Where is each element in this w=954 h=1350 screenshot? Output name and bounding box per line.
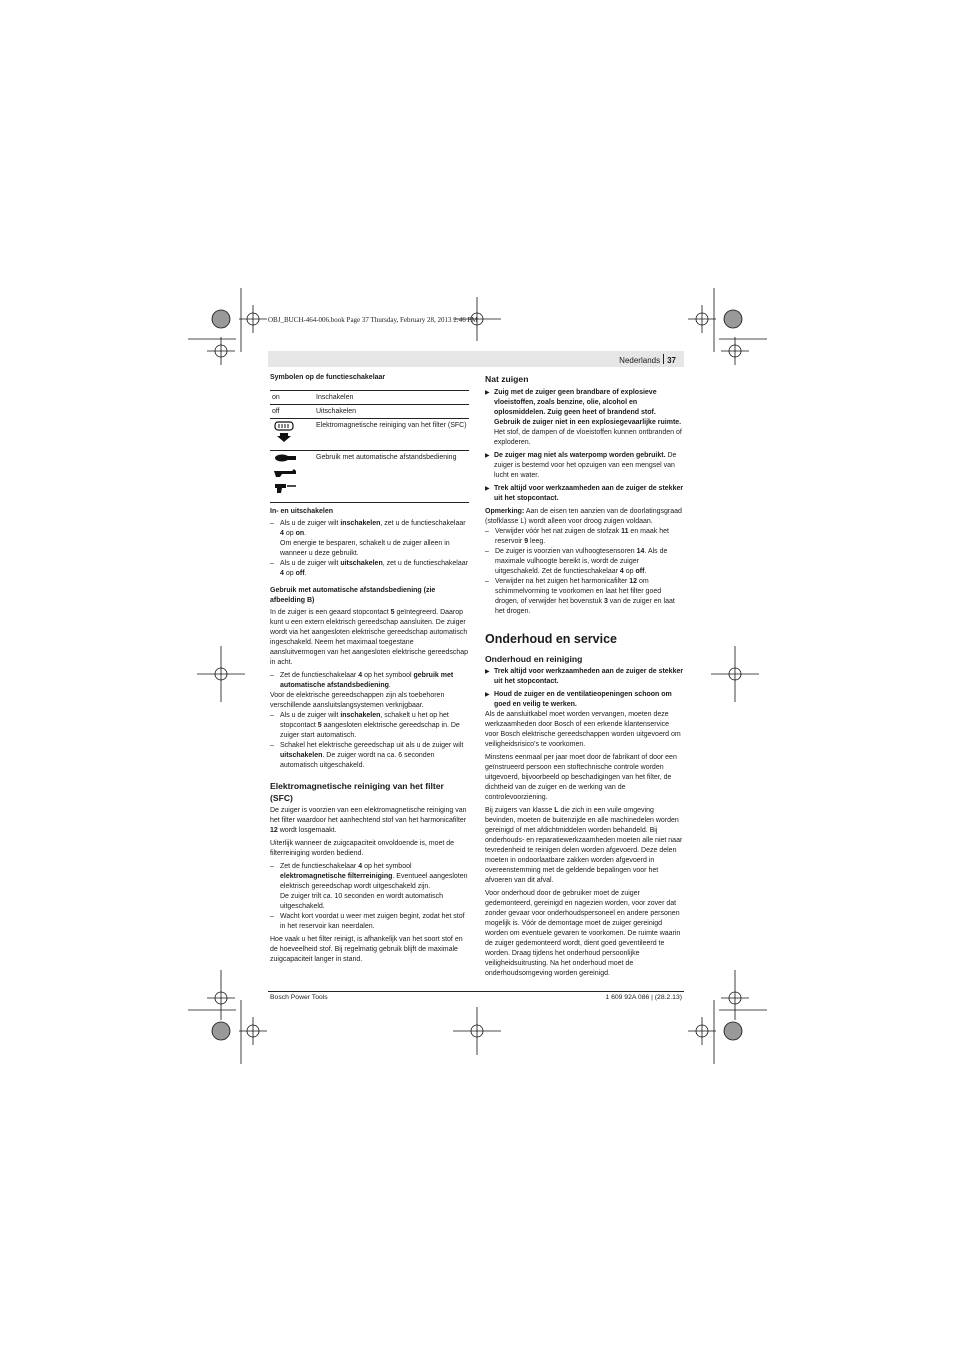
paragraph: In de zuiger is een geaard stopcontact 5 geïntegreerd. Daarop kunt u een extern elektrisch gereedschap aansluiten. De zuiger wordt via het aangesloten elektrische gereedschap automatisch ingeschakeld. Neem het maximaal toegestane aansluitvermogen van het aangesloten elektrische gereedschap in acht. <box>270 609 469 666</box>
print-info-line: OBJ_BUCH-464-006.book Page 37 Thursday, February 28, 2013 2:46 PM <box>268 316 478 324</box>
list-item: – Wacht kort voordat u weer met zuigen begint, zodat het stof in het reservoir kan neerdalen. <box>270 912 469 932</box>
warning-item: ▶ Zuig met de zuiger geen brandbare of explosieve vloeistoffen, zoals benzine, olie, alcohol en oplosmiddelen. Zuig geen heet of brandend stof. Gebruik de zuiger niet in een explosiegevaarlijke ruimte. Het stof, de dampen of de vloeistoffen kunnen ontbranden of exploderen. <box>485 388 684 448</box>
list-note: De zuiger trilt ca. 10 seconden en wordt automatisch uitgeschakeld. <box>280 893 444 910</box>
page-header <box>268 351 684 367</box>
symbol-desc: Uitschakelen <box>314 405 469 419</box>
paragraph: Als de aansluitkabel moet worden vervangen, moeten deze werkzaamheden door Bosch of een erkende klantenservice voor Bosch elektrische gereedschappen worden uitgevoerd om veiligheidsrisico’s te voorkomen. <box>485 711 681 748</box>
list-item: – Schakel het elektrische gereedschap uit als u de zuiger wilt uitschakelen. De zuiger wordt na ca. 6 seconden automatisch uitgeschakeld. <box>270 741 469 771</box>
symbols-heading: Symbolen op de functieschakelaar <box>270 374 386 381</box>
list-item: – Zet de functieschakelaar 4 op het symbool gebruik met automatische afstandsbediening. <box>270 671 469 691</box>
list-note: Om energie te besparen, schakelt u de zuiger alleen in wanneer u deze gebruikt. <box>280 540 450 557</box>
list-item: – Als u de zuiger wilt inschakelen, schakelt u het op het stopcontact 5 aangesloten elektrische gereedschap in. De zuiger start automatisch. <box>270 711 469 741</box>
symbol-key: off <box>270 405 314 419</box>
symbol-desc: Elektromagnetische reiniging van het filter (SFC) <box>314 419 469 451</box>
onoff-heading: In- en uitschakelen <box>270 508 334 515</box>
wet-heading: Nat zuigen <box>485 374 529 384</box>
footer-right: 1 609 92A 086 | (28.2.13) <box>605 994 682 1001</box>
symbols-table <box>270 390 469 502</box>
symbol-desc: Inschakelen <box>314 391 469 405</box>
table-row <box>270 405 469 419</box>
paragraph: Voor onderhoud door de gebruiker moet de zuiger gedemonteerd, gereinigd en nagezien worden, voor zover dat zonder gevaar voor onderhoudspersoneel en andere personen mogelijk is. Vóór de demontage moet de zuiger gereinigd worden om eventuele gevaren te voorkomen. De ruimte waarin de zuiger gedemonteerd wordt, dient goed geventileerd te worden. Draag tijdens het onderhoud persoonlijke veiligheidsuitrusting. Na het onderhoud moet de onderhoudsomgeving worden gereinigd. <box>485 890 681 977</box>
symbol-key: on <box>270 391 314 405</box>
table-row <box>270 419 469 451</box>
paragraph: De zuiger is voorzien van een elektromagnetische reiniging van het filter waardoor het aanhechtend stof van het harmonicafilter 12 wordt losgemaakt. <box>270 807 467 834</box>
list-item: – Verwijder vóór het nat zuigen de stofzak 11 en maak het reservoir 9 leeg. <box>485 527 684 547</box>
list-item: – De zuiger is voorzien van vulhoogtesensoren 14. Als de maximale vulhoogte bereikt is, wordt de zuiger uitgeschakeld. Zet de functieschakelaar 4 op off. <box>485 547 684 577</box>
list-item: – Als u de zuiger wilt uitschakelen, zet u de functieschakelaar 4 op off. <box>270 559 469 579</box>
footer-left: Bosch Power Tools <box>270 994 328 1001</box>
service-heading: Onderhoud en service <box>485 632 617 646</box>
symbol-desc: Gebruik met automatische afstandsbediening <box>316 454 457 461</box>
paragraph: Minstens eenmaal per jaar moet door de fabrikant of door een geïnstrueerd persoon een stoftechnische controle worden uitgevoerd, bijvoorbeeld op beschadigingen van het filter, de dichtheid van de zuiger en de werking van de controlevoorziening. <box>485 754 677 801</box>
table-row <box>270 391 469 405</box>
maintenance-heading: Onderhoud en reiniging <box>485 654 583 664</box>
power-tool-icons <box>272 453 300 497</box>
page-number: 37 <box>667 356 676 365</box>
left-column <box>270 373 469 965</box>
warning-item: ▶ Trek altijd voor werkzaamheden aan de zuiger de stekker uit het stopcontact. <box>485 667 684 687</box>
table-row <box>270 451 469 503</box>
warning-item: ▶ Houd de zuiger en de ventilatieopeningen schoon om goed en veilig te werken. <box>485 690 684 710</box>
list-item: – Verwijder na het zuigen het harmonicafilter 12 om schimmelvorming te voorkomen en laat het filter goed drogen, of verwijder het bovenstuk 3 van de zuiger en laat het drogen. <box>485 577 684 617</box>
paragraph: Bij zuigers van klasse L die zich in een vuile omgeving bevinden, moeten de buitenzijde en alle machinedelen worden gereinigd of met afdichtmiddelen worden behandeld. Bij onderhouds- en reparatiewerkzaamheden moeten alle niet naar tevredenheid te reinigen delen worden afgevoerd. Deze delen moeten in ondoorlaatbare zakken worden afgevoerd in overeenstemming met de geldende bepalingen voor het afvoeren van dit afval. <box>485 807 683 884</box>
filter-cleaning-icon <box>272 421 298 445</box>
auto-heading: Gebruik met automatische afstandsbediening (zie afbeelding B) <box>270 587 436 604</box>
right-column <box>485 373 684 979</box>
note-paragraph: Opmerking: Aan de eisen ten aanzien van de doorlatingsgraad (stofklasse L) wordt alleen voor droog zuigen voldaan. <box>485 508 682 525</box>
page-number-area <box>619 354 676 365</box>
paragraph: Voor de elektrische gereedschappen zijn als toebehoren verschillende aansluitslangsystemen verkrijgbaar. <box>270 692 445 709</box>
header-language: Nederlands <box>619 356 661 365</box>
paragraph: Uiterlijk wanneer de zuigcapaciteit onvoldoende is, moet de filterreiniging worden bediend. <box>270 840 455 857</box>
list-item: – Zet de functieschakelaar 4 op het symbool elektromagnetische filterreiniging. Eventueel aangesloten elektrisch gereedschap wordt uitgeschakeld zijn. <box>270 862 469 892</box>
page-footer <box>268 991 684 1001</box>
sfc-heading: Elektromagnetische reiniging van het filter (SFC) <box>270 781 444 803</box>
warning-item: ▶ De zuiger mag niet als waterpomp worden gebruikt. De zuiger is bestemd voor het opzuigen van een mengsel van lucht en water. <box>485 451 684 481</box>
list-item: – Als u de zuiger wilt inschakelen, zet u de functieschakelaar 4 op on. <box>270 519 469 539</box>
paragraph: Hoe vaak u het filter reinigt, is afhankelijk van het soort stof en de hoeveelheid stof. Bij regelmatig gebruik blijft de maximale zuigcapaciteit langer in stand. <box>270 936 463 963</box>
warning-item: ▶ Trek altijd voor werkzaamheden aan de zuiger de stekker uit het stopcontact. <box>485 484 684 504</box>
